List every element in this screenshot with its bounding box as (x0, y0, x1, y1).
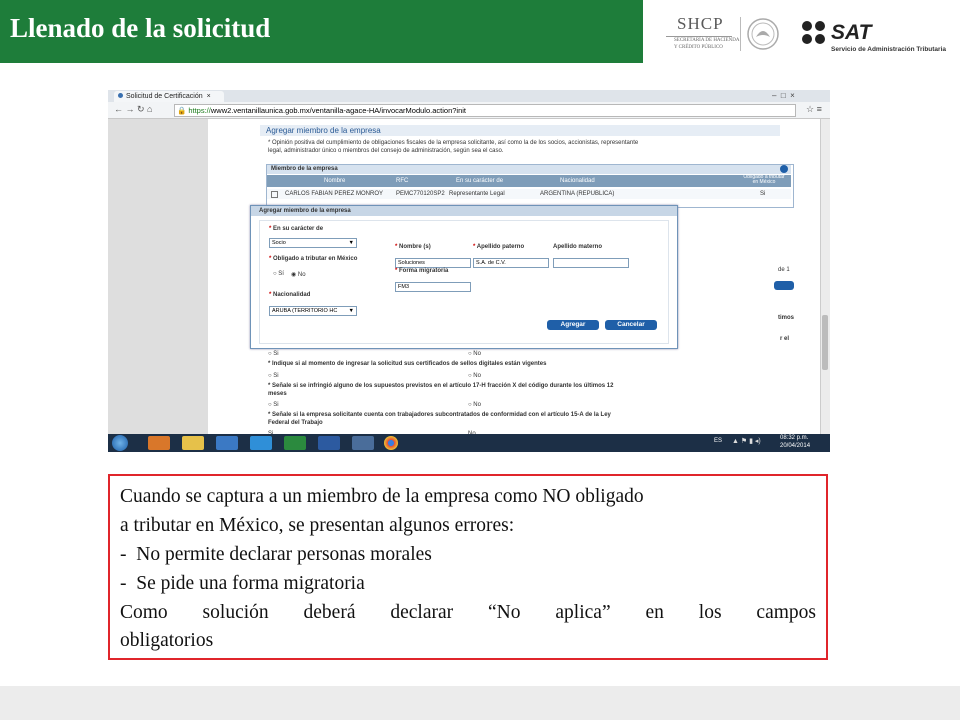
add-member-dialog (250, 205, 678, 349)
materno-input[interactable] (553, 258, 629, 268)
taskbar-app-icon[interactable] (216, 436, 238, 450)
scrollbar[interactable] (820, 119, 830, 435)
tab-favicon-icon (118, 93, 123, 98)
radio-si-1[interactable]: ○ Si (268, 351, 279, 357)
nav-buttons[interactable]: ← → ↻ ⌂ (114, 104, 153, 114)
question-3b: Federal del Trabajo (268, 420, 323, 426)
windows-taskbar (108, 434, 830, 452)
table-title-bar (267, 165, 791, 174)
shcp-name: SHCP (677, 14, 724, 33)
tab-close-icon[interactable]: × (206, 93, 211, 100)
url-field[interactable] (174, 104, 796, 117)
taskbar-office-icon[interactable] (148, 436, 170, 450)
nacionalidad-select[interactable]: ARUBA (TERRITORIO HC ▼ (269, 306, 357, 316)
question-2a: * Señale si se infringió alguno de los supuestos previstos en el artículo 17-H fracción X del código durante los últimos 12 (268, 383, 614, 389)
clock-date: 20/04/2014 (780, 443, 811, 449)
paterno-label: * Apellido paterno (473, 244, 525, 250)
browser-screenshot (108, 90, 830, 452)
lock-icon: 🔒 (177, 106, 187, 115)
shcp-line2: Y CRÉDITO PÚBLICO (674, 45, 723, 50)
radio-no-1[interactable]: ○ No (468, 351, 481, 357)
section-title: Agregar miembro de la empresa (266, 126, 381, 135)
shcp-logo (662, 14, 792, 56)
cell-obligado: Si (760, 191, 766, 197)
side-fragment-1: timos (778, 315, 795, 321)
col-header-nombre: Nombre (324, 178, 346, 184)
question-2b: meses (268, 391, 287, 397)
nacionalidad-label: * Nacionalidad (269, 292, 311, 298)
eagle-seal-icon (746, 17, 780, 51)
note-bullet-2: - Se pide una forma migratoria (120, 573, 365, 594)
migratoria-label: * Forma migratoria (395, 268, 449, 274)
browser-tab[interactable] (114, 91, 224, 102)
col-header-rfc: RFC (396, 178, 409, 184)
note-line-2: a tributar en México, se presentan algunos errores: (120, 515, 515, 536)
sat-dots-icon (801, 20, 827, 46)
table-header (267, 175, 791, 187)
note-line-1: Cuando se captura a un miembro de la empresa como NO obligado (120, 486, 644, 507)
col-header-nacionalidad: Nacionalidad (560, 178, 595, 184)
scrollbar-thumb[interactable] (822, 315, 828, 370)
logo-divider (740, 17, 741, 51)
cell-caracter: Representante Legal (449, 191, 505, 197)
shcp-rule (666, 36, 732, 37)
obligado-radio-si[interactable]: ○ Sí (273, 271, 284, 277)
cell-nacionalidad: ARGENTINA (REPUBLICA) (540, 191, 615, 197)
sat-subtitle: Servicio de Administración Tributaria (831, 46, 946, 53)
dialog-title: Agregar miembro de la empresa (259, 208, 351, 214)
question-3a: * Señale si la empresa solicitante cuenta con trabajadores subcontratados de conformidad con el artículo 15-A de la Ley (268, 412, 611, 418)
sat-logo (801, 20, 951, 60)
explanation-box (108, 474, 828, 660)
taskbar-network-icon[interactable] (352, 436, 374, 450)
tab-title: Solicitud de Certificación (126, 93, 203, 100)
page-margin-left (108, 119, 208, 435)
url-scheme: https:// (188, 106, 211, 115)
taskbar-folder-icon[interactable] (182, 436, 204, 450)
window-controls[interactable]: – □ × (772, 91, 795, 100)
question-1: * Indique si al momento de ingresar la solicitud sus certificados de sellos digitales están vigentes (268, 361, 547, 367)
sat-name: SAT (831, 21, 872, 44)
materno-label: Apellido materno (553, 244, 603, 250)
slide-title: Llenado de la solicitud (10, 13, 271, 43)
caracter-select[interactable]: Socio ▼ (269, 238, 357, 248)
migratoria-input[interactable]: FM3 (395, 282, 471, 292)
taskbar-word-icon[interactable] (318, 436, 340, 450)
cell-rfc: PEMC770120SP2 (396, 191, 445, 197)
radio-no-3[interactable]: ○ No (468, 402, 481, 408)
radio-si-2[interactable]: ○ Si (268, 373, 279, 379)
cell-nombre: CARLOS FABIAN PEREZ MONROY (285, 191, 384, 197)
nombre-label: * Nombre (s) (395, 244, 431, 250)
tray-icons[interactable]: ▲ ⚑ ▮ ◂) (732, 438, 761, 445)
shcp-line1: SECRETARÍA DE HACIENDA (674, 38, 740, 43)
agregar-button[interactable]: Agregar (547, 320, 599, 330)
start-button-icon[interactable] (112, 435, 128, 451)
pager-fragment: de 1 (778, 267, 790, 273)
side-fragment-2: r el (780, 336, 790, 342)
taskbar-chrome-icon[interactable] (384, 436, 398, 450)
url-path: www2.ventanillaunica.gob.mx/ventanilla-agace-HA/invocarModulo.action?init (210, 106, 466, 115)
caracter-label: * En su carácter de (269, 226, 324, 232)
obligado-label: * Obligado a tributar en México (269, 256, 358, 262)
clock-time: 08:32 p.m. (780, 435, 809, 441)
nombre-input[interactable]: Soluciones (395, 258, 471, 268)
intro-text-2: legal, administrador único o miembros del consejo de administración, según sea el caso. (268, 148, 504, 154)
menu-icon[interactable]: ☆ ≡ (806, 104, 822, 114)
cancelar-button[interactable]: Cancelar (605, 320, 657, 330)
page-add-button[interactable] (774, 281, 794, 290)
paterno-input[interactable]: S.A. de C.V. (473, 258, 549, 268)
obligado-radio-no[interactable]: ◉ No (291, 272, 306, 278)
taskbar-ie-icon[interactable] (250, 436, 272, 450)
note-line-6: obligatorios (120, 630, 214, 651)
address-toolbar (108, 102, 830, 119)
col-header-caracter: En su carácter de (456, 178, 504, 184)
footer-band (0, 686, 960, 720)
radio-no-2[interactable]: ○ No (468, 373, 481, 379)
language-indicator[interactable]: ES (714, 438, 723, 444)
note-bullet-1: - No permite declarar personas morales (120, 544, 432, 565)
radio-si-3[interactable]: ○ Si (268, 402, 279, 408)
table-title: Miembro de la empresa (271, 166, 338, 172)
collapse-icon[interactable] (780, 165, 788, 173)
note-line-5: Como solución deberá declarar “No aplica” en los campos (120, 602, 816, 623)
intro-text-1: * Opinión positiva del cumplimiento de obligaciones fiscales de la empresa solicitante, así como la de los socios, accionistas, representante (268, 140, 639, 146)
row-checkbox[interactable] (271, 191, 278, 198)
tab-strip (108, 90, 830, 102)
col-header-obligado: Obligado a tributar en México (743, 174, 785, 185)
taskbar-excel-icon[interactable] (284, 436, 306, 450)
